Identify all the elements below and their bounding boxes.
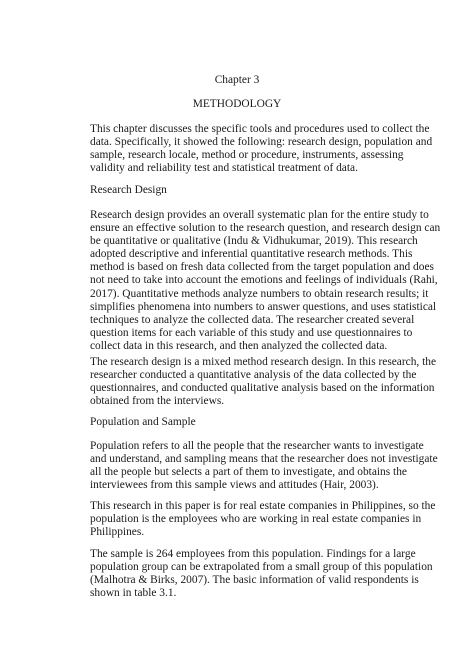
intro-line: This chapter discusses the specific tools and procedures used to collect the [90, 123, 430, 135]
paragraph-line: not need to take into account the emotions and feelings of individuals (Rahi, [90, 274, 438, 287]
section-title: METHODOLOGY [192, 98, 282, 110]
research-design-paragraph-1 [90, 209, 441, 353]
paragraph-line: obtained from the interviews. [90, 395, 225, 408]
intro-line: data. Specifically, it showed the following: research design, population and [90, 136, 433, 149]
paragraph-line: question items for each variable of this study and use questionnaires to [90, 326, 413, 339]
paragraph-line: researcher conducted a quantitative analysis of the data collected by the [90, 369, 417, 382]
paragraph-line: The sample is 264 employees from this population. Findings for a large [90, 548, 416, 560]
paragraph-line: simplifies phenomena into numbers to answer questions, and uses statistical [90, 300, 437, 313]
paragraph-line: all the people but selects a part of them to investigate, and obtains the [90, 466, 407, 479]
paragraph-line: and understand, and sampling means that the researcher does not investigate [90, 453, 438, 466]
paragraph-line: interviewees from this sample views and attitudes (Hair, 2003). [90, 479, 379, 492]
paragraph-line: techniques to analyze the collected data. The researcher created several [90, 313, 415, 326]
paragraph-line: shown in table 3.1. [90, 587, 177, 600]
paragraph-line: This research in this paper is for real estate companies in Philippines, so the [90, 500, 436, 512]
population-sample-heading: Population and Sample [90, 416, 196, 428]
paragraph-line: The research design is a mixed method research design. In this research, the [90, 356, 437, 368]
paragraph-line: adopted descriptive and inferential quantitative research methods. This [90, 248, 413, 261]
intro-line: sample, research locale, method or procedure, instruments, assessing [90, 149, 404, 162]
paragraph-line: population group can be extrapolated from a small group of this population [90, 561, 433, 574]
paragraph-line: questionnaires, and conducted qualitative analysis based on the information [90, 382, 435, 395]
paragraph-line: (Malhotra & Birks, 2007). The basic information of valid respondents is [90, 574, 419, 587]
paragraph-line: method is based on fresh data collected from the target population and does [90, 261, 434, 274]
intro-paragraph [90, 123, 433, 175]
research-design-heading: Research Design [90, 184, 167, 196]
paragraph-line: Research design provides an overall systematic plan for the entire study to [90, 209, 429, 221]
paragraph-line: collect data in this research, and then analyzed the collected data. [90, 339, 388, 352]
population-paragraph-3 [90, 548, 433, 600]
paragraph-line: Population refers to all the people that the researcher wants to investigate [90, 440, 424, 452]
population-paragraph-2 [90, 500, 436, 539]
chapter-label: Chapter 3 [214, 74, 260, 86]
paragraph-line: population is the employees who are working in real estate companies in [90, 513, 422, 526]
paragraph-line: 2017). Quantitative methods analyze numbers to obtain research results; it [90, 287, 429, 300]
paragraph-line: be quantitative or qualitative (Indu & Vidhukumar, 2019). This research [90, 235, 418, 248]
research-design-paragraph-2 [90, 356, 437, 408]
paragraph-line: ensure an effective solution to the research question, and research design can [90, 222, 441, 235]
paragraph-line: Philippines. [90, 526, 145, 539]
population-paragraph-1 [90, 440, 438, 492]
intro-line: validity and reliability test and statistical treatment of data. [90, 162, 358, 175]
